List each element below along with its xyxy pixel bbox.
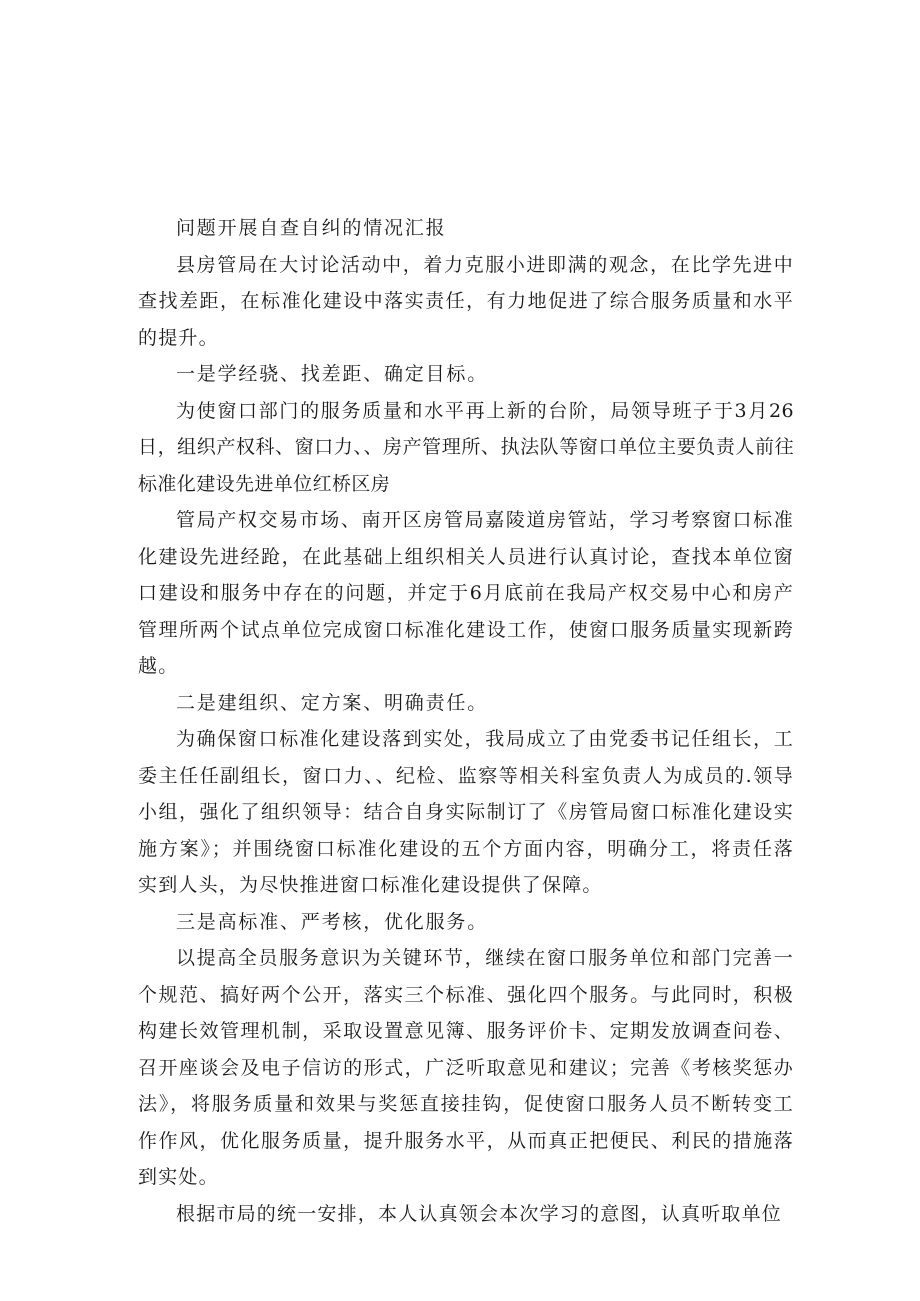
paragraph-intro: 县房管局在大讨论活动中，着力克服小进即满的观念，在比学先进中查找差距，在标准化建设中落实责任，有力地促进了综合服务质量和水平的提升。 xyxy=(138,253,794,349)
paragraph-section-1-part-2: 管局产权交易市场、南开区房管局嘉陵道房管站，学习考察窗口标准化建设先进经跄，在此基础上组织相关人员进行认真讨论，查找本单位窗口建设和服务中存在的问题，并定于6月底前在我局产权交易中心和房产管理所两个试点单位完成窗口标准化建设工作，使窗口服务质量实现新跨越。 xyxy=(138,509,794,677)
document-title: 问题开展自查自纠的情况汇报 xyxy=(176,217,447,239)
paragraph-closing: 根据市局的统一安排，本人认真领会本次学习的意图，认真听取单位 xyxy=(176,1202,783,1225)
paragraph-section-2: 为确保窗口标准化建设落到实处，我局成立了由党委书记任组长，工委主任任副组长，窗口力、、纪检、监察等相关科室负责人为成员的.领导小组，强化了组织领导：结合自身实际制订了《房管局窗口标准化建设实施方案》；并围绕窗口标准化建设的五个方面内容，明确分工，将责任落实到人头，为尽快推进窗口标准化建设提供了保障。 xyxy=(138,728,794,896)
section-heading-3: 三是高标准、严考核，优化服务。 xyxy=(176,910,489,933)
paragraph-section-3: 以提高全员服务意识为关键环节，继续在窗口服务单位和部门完善一个规范、搞好两个公开，落实三个标准、强化四个服务。与此同时，积极构建长效管理机制，采取设置意见簿、服务评价卡、定期发放调查问卷、召开座谈会及电子信访的形式，广泛听取意见和建议；完善《考核奖惩办法》，将服务质量和效果与奖惩直接挂钩，促使窗口服务人员不断转变工作作风，优化服务质量，提升服务水平，从而真正把便民、利民的措施落到实处。 xyxy=(138,947,794,1188)
section-heading-2: 二是建组织、定方案、明确责任。 xyxy=(176,691,489,714)
section-heading-1: 一是学经骁、找差距、确定目标。 xyxy=(176,363,489,385)
paragraph-section-1-part-1: 为使窗口部门的服务质量和水平再上新的台阶，局领导班子于3月26日，组织产权科、窗口力、、房产管理所、执法队等窗口单位主要负责人前往标准化建设先进单位红桥区房 xyxy=(138,399,794,495)
document-body xyxy=(138,210,794,1232)
